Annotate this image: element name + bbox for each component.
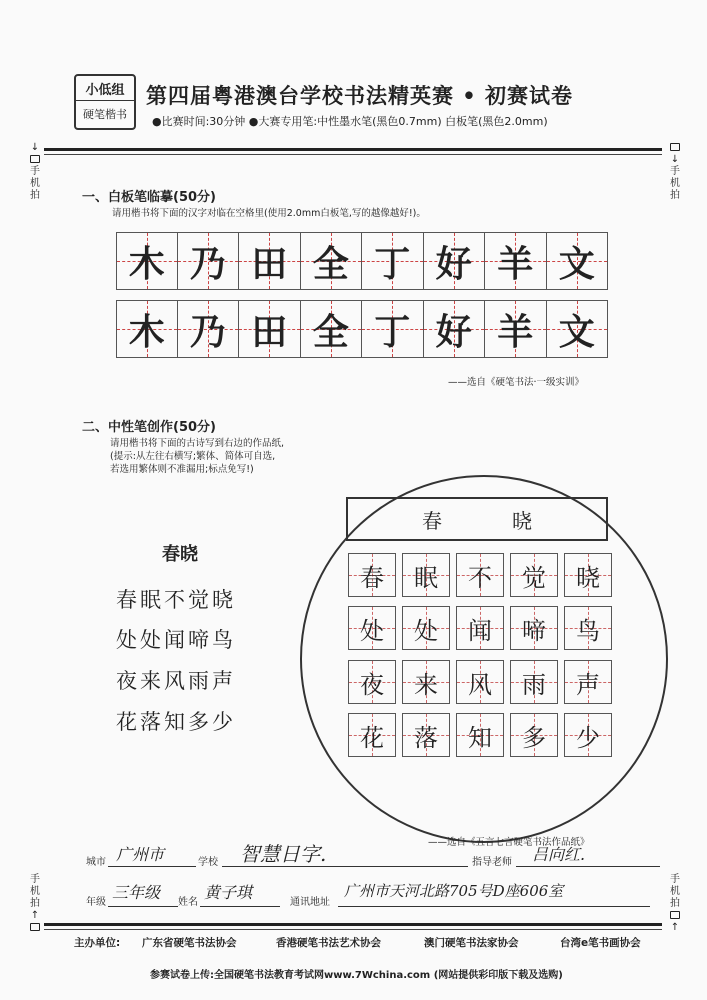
footer-divider (44, 923, 662, 926)
section1-source: ——选自《硬笔书法·一级实训》 (448, 377, 585, 388)
exam-info: ●比赛时间:30分钟 ●大赛专用笔:中性墨水笔(黑色0.7mm) 白板笔(黑色2.0mm) (152, 115, 548, 128)
copy-cell[interactable]: 好 (424, 300, 486, 358)
name-field[interactable]: 黄子琪 (200, 880, 280, 907)
work-cell[interactable]: 觉 (510, 553, 558, 597)
arrow-up-icon: ↑ (670, 922, 680, 933)
work-cell[interactable]: 闻 (456, 606, 504, 650)
work-cell[interactable]: 落 (402, 713, 450, 757)
grade-field[interactable]: 三年级 (108, 880, 178, 907)
upload-note: 参赛试卷上传:全国硬笔书法教育考试网www.7Wchina.com (网站提供彩印版下载及选购) (150, 970, 563, 981)
name-label: 姓名 (178, 897, 198, 908)
arrow-down-icon: ↓ (670, 154, 680, 165)
city-label: 城市 (86, 857, 106, 868)
work-cell[interactable]: 少 (564, 713, 612, 757)
work-row[interactable] (348, 606, 618, 650)
section1-instruction: 请用楷书将下面的汉字对临在空格里(使用2.0mm白板笔,写的越像越好!)。 (112, 208, 426, 219)
work-row[interactable] (348, 660, 618, 704)
side-label-bottom-right: 手 机 拍 ↑ (670, 874, 680, 933)
side-label-bottom-left: 手 机 拍 ↑ (28, 874, 42, 934)
school-field[interactable]: 智慧日字. (222, 838, 468, 867)
copy-cell[interactable]: 全 (301, 300, 363, 358)
group-label: 小低组 (76, 76, 134, 101)
copy-cell[interactable]: 乃 (178, 300, 240, 358)
script-style-label: 硬笔楷书 (83, 108, 127, 121)
side-label-top-right: ↓ 手 机 拍 (668, 142, 682, 202)
camera-icon (30, 155, 40, 163)
poem-line: 处处闻啼鸟 (116, 628, 236, 652)
work-cell[interactable]: 不 (456, 553, 504, 597)
section2-source: ——选自《五言七言硬笔书法作品纸》 (428, 837, 590, 848)
work-cell[interactable]: 花 (348, 713, 396, 757)
work-cell[interactable]: 雨 (510, 660, 558, 704)
side-label-top-left: ↓ 手 机 拍 (30, 142, 40, 201)
work-cell[interactable]: 来 (402, 660, 450, 704)
copy-cell[interactable]: 木 (116, 300, 178, 358)
section2-instruction: 请用楷书将下面的古诗写到右边的作品纸, (提示:从左往右横写;繁体、简体可自选, 若选用繁体则不准漏用;标点免写!) (110, 438, 285, 475)
group-badge (74, 74, 136, 130)
address-field[interactable]: 广州市天河北路705号D座606室 (338, 880, 650, 907)
copy-cell[interactable]: 田 (239, 300, 301, 358)
work-cell[interactable]: 声 (564, 660, 612, 704)
work-cell[interactable]: 风 (456, 660, 504, 704)
city-field[interactable]: 广州市 (108, 842, 196, 867)
model-cell: 全 (301, 232, 363, 290)
model-cell: 田 (239, 232, 301, 290)
organizer-item: 香港硬笔书法艺术协会 (276, 937, 381, 949)
header-divider (44, 148, 662, 151)
camera-icon (30, 923, 40, 931)
poem-line: 春眠不觉晓 (116, 588, 236, 612)
poem-line: 夜来风雨声 (116, 669, 236, 693)
model-grid (116, 232, 608, 290)
section1-title: 一、白板笔临摹(50分) (82, 190, 216, 205)
work-cell[interactable]: 处 (402, 606, 450, 650)
work-cell[interactable]: 处 (348, 606, 396, 650)
address-label: 通讯地址 (290, 897, 330, 908)
organizer-item: 台湾e笔书画协会 (560, 937, 641, 949)
poem-line: 花落知多少 (116, 710, 236, 734)
organizer-item: 广东省硬笔书法协会 (142, 937, 237, 949)
work-cell[interactable]: 啼 (510, 606, 558, 650)
arrow-up-icon: ↑ (30, 910, 40, 921)
model-cell: 羊 (485, 232, 547, 290)
work-cell[interactable]: 多 (510, 713, 558, 757)
teacher-field[interactable]: 吕向红. (516, 842, 660, 867)
work-cell[interactable]: 眠 (402, 553, 450, 597)
copy-grid[interactable] (116, 300, 608, 358)
model-cell: 乃 (178, 232, 240, 290)
organizer-item: 澳门硬笔书法家协会 (424, 937, 519, 949)
camera-icon (670, 911, 680, 919)
school-label: 学校 (198, 857, 218, 868)
work-row[interactable] (348, 553, 618, 597)
work-cell[interactable]: 春 (348, 553, 396, 597)
grade-label: 年级 (86, 897, 106, 908)
copy-cell[interactable]: 文 (547, 300, 609, 358)
teacher-label: 指导老师 (472, 857, 512, 868)
section2-title: 二、中性笔创作(50分) (82, 420, 216, 435)
poem-title: 春晓 (162, 544, 198, 565)
work-cell[interactable]: 晓 (564, 553, 612, 597)
copy-cell[interactable]: 羊 (485, 300, 547, 358)
work-cell[interactable]: 知 (456, 713, 504, 757)
camera-icon (670, 143, 680, 151)
work-row[interactable] (348, 713, 618, 757)
model-cell: 丁 (362, 232, 424, 290)
header-divider-thin (44, 154, 662, 155)
copy-cell[interactable]: 丁 (362, 300, 424, 358)
model-cell: 文 (547, 232, 609, 290)
arrow-down-icon: ↓ (30, 142, 40, 153)
work-cell[interactable]: 鸟 (564, 606, 612, 650)
footer-divider-thin (44, 929, 662, 930)
model-cell: 木 (116, 232, 178, 290)
work-title[interactable]: 春晓 (346, 497, 608, 541)
organizers-label: 主办单位: (74, 937, 121, 949)
work-cell[interactable]: 夜 (348, 660, 396, 704)
model-cell: 好 (424, 232, 486, 290)
page-title: 第四届粤港澳台学校书法精英赛 • 初赛试卷 (146, 83, 574, 108)
